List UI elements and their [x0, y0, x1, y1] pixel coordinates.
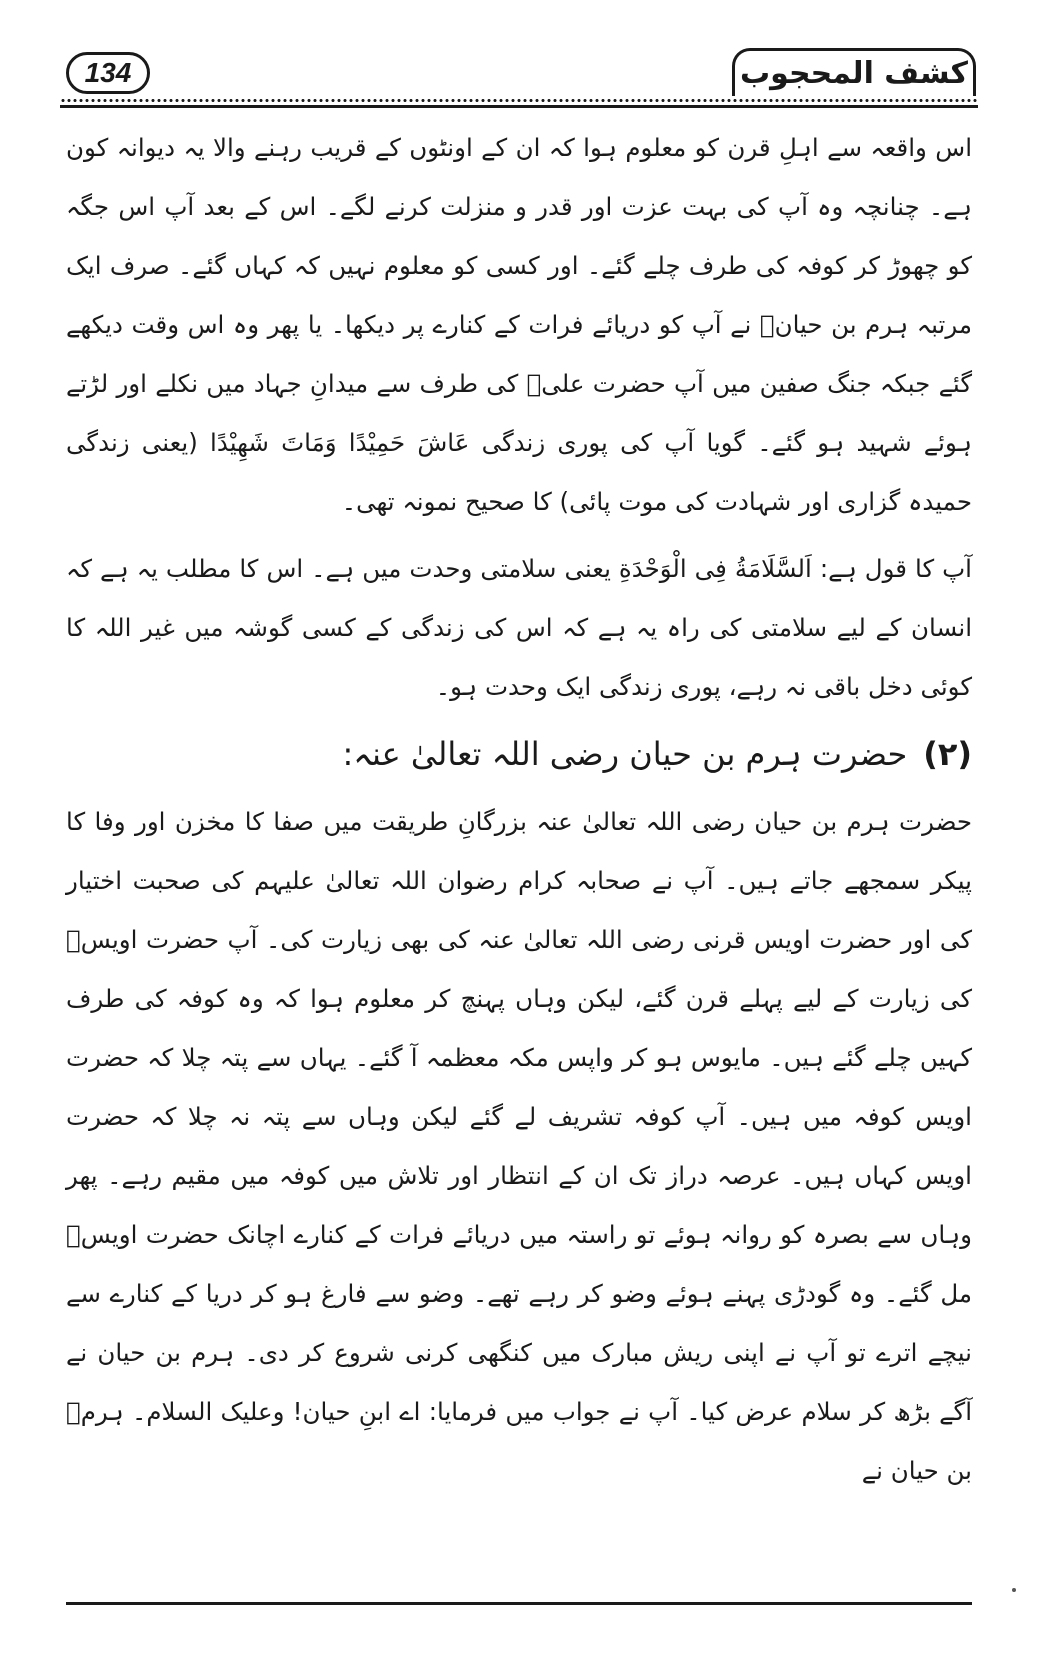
- page-body: [66, 118, 972, 1500]
- header-dotted-rule: [60, 98, 978, 103]
- section-number: (۲): [923, 735, 972, 773]
- section-title: حضرت ہرم بن حیان رضی اللہ تعالیٰ عنہ:: [342, 735, 908, 773]
- paragraph-haram-bin-hayyan: حضرت ہرم بن حیان رضی اللہ تعالیٰ عنہ بزرگانِ طریقت میں صفا کا مخزن اور وفا کا پیکر سمجھے جاتے ہیں۔ آپ نے صحابہ کرام رضوان اللہ تعالیٰ علیہم کی صحبت اختیار کی اور حضرت اویس قرنی رضی اللہ تعالیٰ عنہ کی بھی زیارت کی۔ آپ حضرت اویسؓ کی زیارت کے لیے پہلے قرن گئے، لیکن وہاں پہنچ کر معلوم ہوا کہ وہ کوفہ کی طرف کہیں چلے گئے ہیں۔ مایوس ہو کر واپس مکہ معظمہ آ گئے۔ یہاں سے پتہ چلا کہ حضرت اویس کوفہ میں ہیں۔ آپ کوفہ تشریف لے گئے لیکن وہاں سے پتہ نہ چلا کہ حضرت اویس کہاں ہیں۔ عرصہ دراز تک ان کے انتظار اور تلاش میں کوفہ میں مقیم رہے۔ پھر وہاں سے بصرہ کو روانہ ہوئے تو راستہ میں دریائے فرات کے کنارے اچانک حضرت اویسؓ مل گئے۔ وہ گودڑی پہنے ہوئے وضو کر رہے تھے۔ وضو سے فارغ ہو کر دریا کے کنارے سے نیچے اترے تو آپ نے اپنی ریش مبارک میں کنگھی کرنی شروع کر دی۔ ہرم بن حیان نے آگے بڑھ کر سلام عرض کیا۔ آپ نے جواب میں فرمایا: اے ابنِ حیان! وعلیک السلام۔ ہرمؓ بن حیان نے: [66, 807, 972, 1485]
- paragraph-owais-qarni-life: اس واقعہ سے اہلِ قرن کو معلوم ہوا کہ ان کے اونٹوں کے قریب رہنے والا یہ دیوانہ کون ہے۔ چنانچہ وہ آپ کی بہت عزت اور قدر و منزلت کرنے لگے۔ اس کے بعد آپ اس جگہ کو چھوڑ کر کوفہ کی طرف چلے گئے۔ اور کسی کو معلوم نہیں کہ کہاں گئے۔ صرف ایک مرتبہ ہرم بن حیانؓ نے آپ کو دریائے فرات کے کنارے پر دیکھا۔ یا پھر وہ اس وقت دیکھے گئے جبکہ جنگ صفین میں آپ حضرت علیؓ کی طرف سے میدانِ جہاد میں نکلے اور لڑتے ہوئے شہید ہو گئے۔ گویا آپ کی پوری زندگی عَاشَ حَمِیْدًا وَمَاتَ شَهِیْدًا (یعنی زندگی حمیدہ گزاری اور شہادت کی موت پائی) کا صحیح نمونہ تھی۔: [66, 133, 972, 516]
- page-header: [60, 44, 978, 104]
- book-title: کشف المحجوب: [732, 48, 976, 96]
- paragraph-saying-solitude: آپ کا قول ہے: اَلسَّلَامَةُ فِی الْوَحْدَةِ یعنی سلامتی وحدت میں ہے۔ اس کا مطلب یہ ہے کہ انسان کے لیے سلامتی کی راہ یہ ہے کہ اس کی زندگی کے کسی گوشہ میں غیر اللہ کا کوئی دخل باقی نہ رہے، پوری زندگی ایک وحدت ہو۔: [66, 554, 972, 701]
- footer-divider: [66, 1602, 972, 1605]
- header-divider: [60, 98, 978, 110]
- page-number: 134: [66, 52, 150, 94]
- header-solid-rule: [60, 105, 978, 108]
- section-heading: [66, 722, 972, 786]
- scan-speck: [1012, 1588, 1016, 1592]
